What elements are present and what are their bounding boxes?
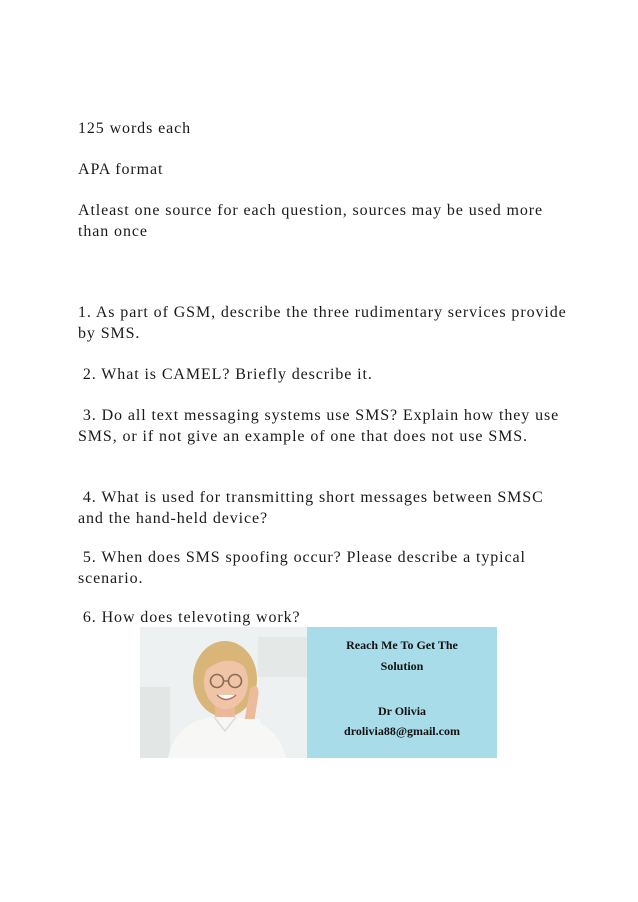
question-2: 2. What is CAMEL? Briefly describe it. [78,366,373,383]
contact-banner [140,627,497,758]
question-4: 4. What is used for transmitting short messages between SMSC and the hand-held device? [78,489,549,527]
word-count-line: 125 words each [78,120,192,137]
sources-line: Atleast one source for each question, sources may be used more than once [78,202,543,240]
contact-name: Dr Olivia [377,704,427,718]
banner-subheadline: Solution [380,659,424,673]
question-6: 6. How does televoting work? [78,609,301,626]
question-3: 3. Do all text messaging systems use SMS? Explain how they use SMS, or if not give an example of one that does not use SMS. [78,407,565,445]
contact-info-panel [307,627,497,758]
woman-photo [140,627,307,758]
question-1: 1. As part of GSM, describe the three rudimentary services provide by SMS. [78,304,567,342]
woman-illustration [140,627,307,758]
format-line: APA format [78,161,164,178]
banner-headline: Reach Me To Get The [346,638,458,652]
question-5: 5. When does SMS spoofing occur? Please describe a typical scenario. [78,549,531,587]
contact-email[interactable]: drolivia88@gmail.com [344,724,460,738]
